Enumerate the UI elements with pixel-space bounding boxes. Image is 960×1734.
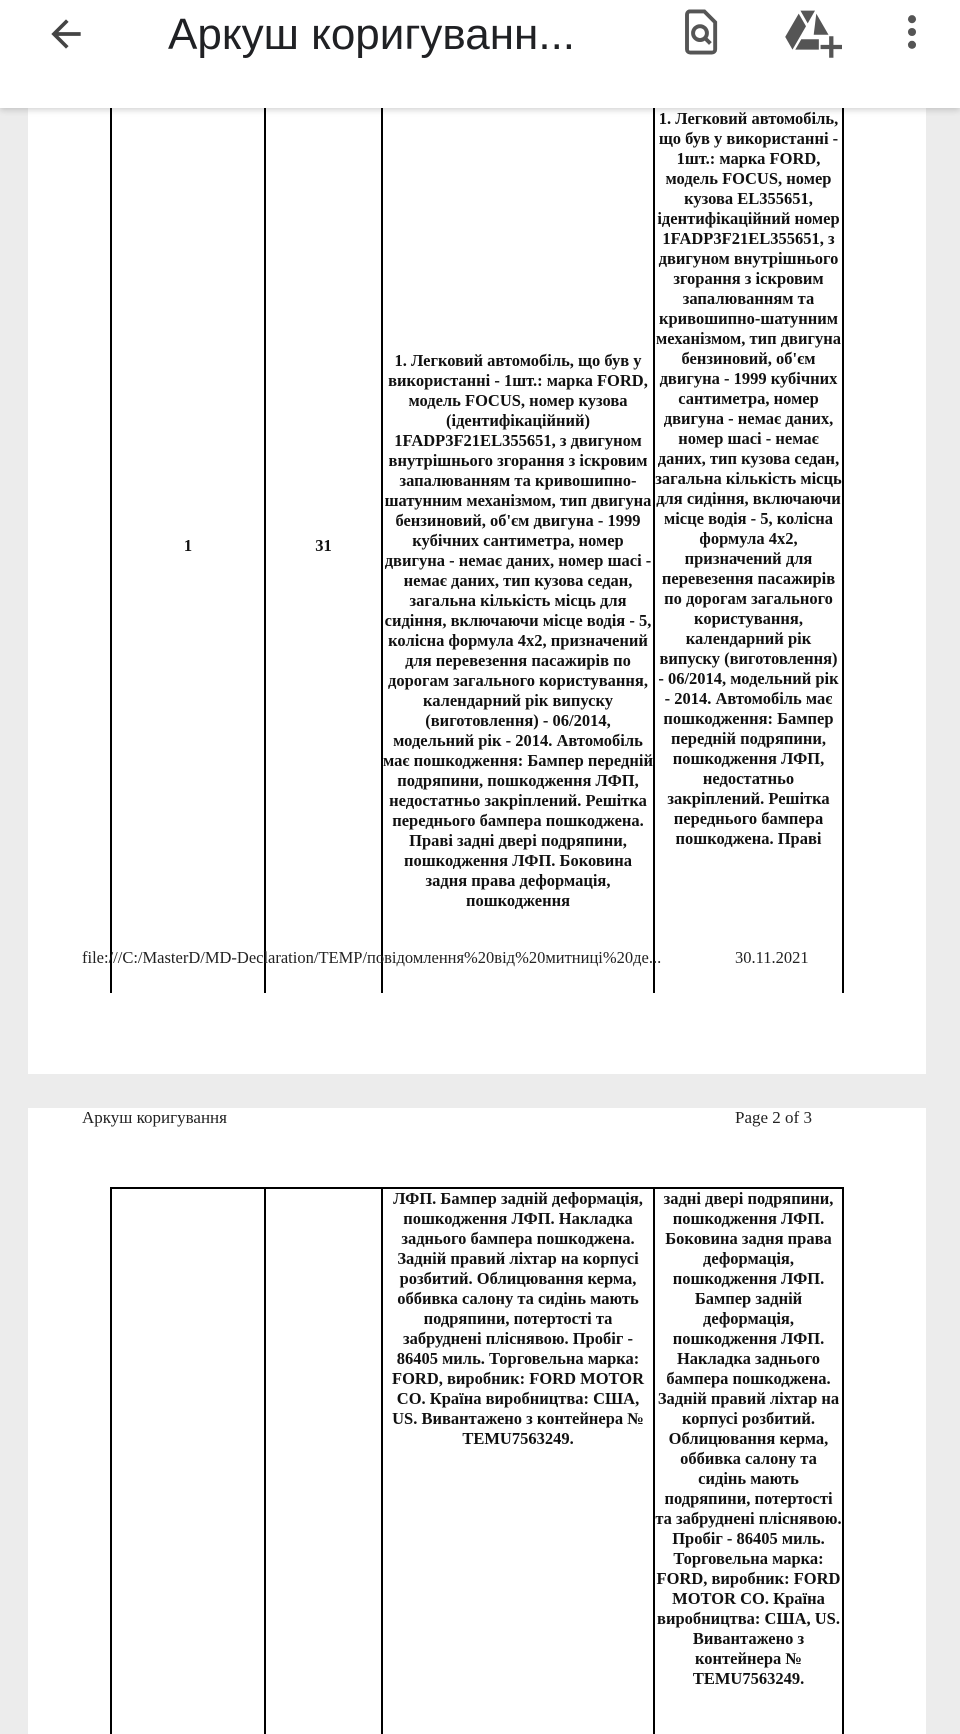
row-code: 31 — [315, 536, 332, 555]
file-path-footer: file:///C:/MasterD/MD-Declaration/TEMP/повідомлення%20від%20митниці%20де... — [82, 948, 662, 967]
print-date: 30.11.2021 — [735, 948, 809, 967]
goods-description: ЛФП. Бампер задній деформація, пошкодження ЛФП. Накладка заднього бампера пошкоджена. Задній правий ліхтар на корпусі розбитий. Облицювання керма, оббивка салону та сидінь мають подряпини, потертості та забруднені пліснявою. Пробіг - 86405 миль. Торговельна марка: FORD, виробник: FORD MOTOR CO. Країна виробництва: США, US. Вивантажено з контейнера № TEMU7563249. — [392, 1189, 644, 1448]
more-vert-icon[interactable] — [890, 6, 934, 58]
goods-description-corrected: задні двері подряпини, пошкодження ЛФП. Боковина задня права деформація, пошкодження ЛФП. Бампер задній деформація, пошкодження ЛФП. Накладка заднього бампера пошкоджена. Задній правий ліхтар на корпусі розбитий. Облицювання керма, оббивка салону та сидінь мають подряпини, потертості та забруднені пліснявою. Пробіг - 86405 миль. Торговельна марка: FORD, виробник: FORD MOTOR CO. Країна виробництва: США, US. Вивантажено з контейнера № TEMU7563249. — [655, 1189, 842, 1688]
table-border — [264, 1187, 266, 1734]
back-arrow-icon[interactable] — [40, 8, 92, 60]
table-border — [842, 1187, 844, 1734]
goods-description: 1. Легковий автомобіль, що був у використанні - 1шт.: марка FORD, модель FOCUS, номер кузова (ідентифікаційний) 1FADP3F21EL355651, з двигуном внутрішнього згорання з іскровим запалюванням та кривошипно-шатунним механізмом, тип двигуна бензиновий, об'єм двигуна - 1999 кубічних сантиметра, номер двигуна - немає даних, номер шасі - немає даних, тип кузова седан, загальна кількість місць для сидіння, включаючи місце водія - 5, колісна формула 4х2, призначений для перевезення пасажирів по дорогам загального користування, календарний рік випуску (виготовлення) - 06/2014, модельний рік - 2014. Автомобіль має пошкодження: Бампер передній подряпини, пошкодження ЛФП, недостатньо закріплений. Решітка переднього бампера пошкоджена. Праві задні двері подряпини, пошкодження ЛФП. Боковина задня права деформація, пошкодження — [383, 351, 653, 910]
document-title: Аркуш коригуванн... — [168, 10, 576, 59]
drive-add-icon[interactable] — [782, 6, 842, 58]
table-border — [842, 108, 844, 993]
search-document-icon[interactable] — [674, 6, 726, 58]
row-number: 1 — [183, 536, 193, 555]
page-number: Page 2 of 3 — [735, 1108, 812, 1127]
page-header-title: Аркуш коригування — [82, 1108, 227, 1127]
goods-description-corrected: 1. Легковий автомобіль, що був у використанні - 1шт.: марка FORD, модель FOCUS, номер кузова EL355651, ідентифікаційний номер 1FADP3F21EL355651, з двигуном внутрішнього згорання з іскровим запалюванням та кривошипно-шатунним механізмом, тип двигуна бензиновий, об'єм двигуна - 1999 кубічних сантиметра, номер двигуна - немає даних, номер шасі - немає даних, тип кузова седан, загальна кількість місць для сидіння, включаючи місце водія - 5, колісна формула 4х2, призначений для перевезення пасажирів по дорогам загального користування, календарний рік випуску (виготовлення) - 06/2014, модельний рік - 2014. Автомобіль має пошкодження: Бампер передній подряпини, пошкодження ЛФП, недостатньо закріплений. Решітка переднього бампера пошкоджена. Праві — [655, 109, 842, 848]
table-border — [110, 1187, 112, 1734]
app-toolbar — [0, 0, 960, 108]
